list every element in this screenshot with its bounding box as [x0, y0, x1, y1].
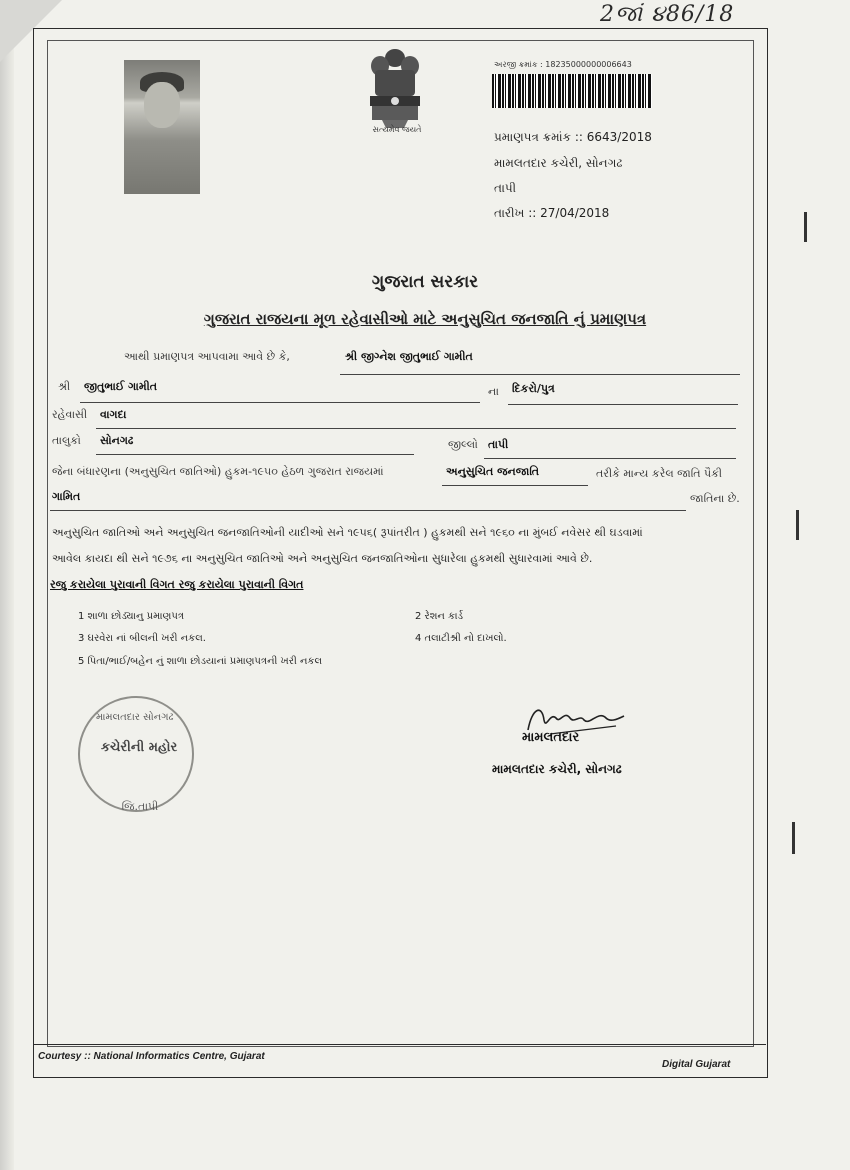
- certificate-date: 27/04/2018: [540, 206, 610, 220]
- order-text: જેના બંધારણના (અનુસુચિત જાતિઓ) હુકમ-૧૯૫૦ હેઠળ ગુજરાત રાજયમાં: [52, 465, 384, 478]
- certificate-heading-text: ગુજરાત રાજયના મૂળ રહેવાસીઓ માટે અનુસુચિત જનજાતિ નું પ્રમાણપત્ર: [203, 310, 647, 328]
- barcode-label: અરજી ક્રમાંક : 18235000000006643: [494, 60, 632, 69]
- holder-name: શ્રી જીગ્નેશ જીતુભાઈ ગામીત: [345, 350, 473, 363]
- government-title: ગુજરાત સરકાર: [371, 272, 479, 292]
- caste-suffix: જાતિના છે.: [690, 492, 740, 505]
- date-label: તારીખ: [494, 206, 525, 220]
- photo-face: [144, 82, 180, 128]
- father-name-line: [80, 402, 480, 403]
- signatory-designation: મામલતદાર: [522, 730, 580, 745]
- body-line-2: આવેલ કાયદા થી સને ૧૯૭૬ ના અનુસુચિત જાતિઓ અને અનુસુચિત જનજાતિઓના સુધારેલા હુકમથી સુધારવામાં આવે છે.: [52, 552, 593, 565]
- category-value: અનુસુચિત જનજાતિ: [446, 465, 540, 478]
- issuing-office: મામલતદાર કચેરી, સોનગઢ: [494, 156, 623, 170]
- emblem-caption: સત્યમેવ જયતે: [372, 125, 422, 134]
- father-name: જીતુભાઈ ગામીત: [84, 380, 158, 393]
- relation: દિકરો/પુત્ર: [512, 382, 555, 395]
- issuing-district: તાપી: [494, 181, 517, 195]
- date-sep: ::: [524, 206, 541, 220]
- seal-bottom-text: જિ.તાપી: [121, 800, 159, 813]
- scan-edge: [0, 0, 14, 1170]
- taluka-label: તાલુકો: [52, 434, 81, 447]
- certificate-number-sep: ::: [571, 130, 587, 144]
- caste-line: [50, 510, 686, 511]
- district-value: તાપી: [488, 438, 509, 451]
- certificate-number-label: પ્રમાણપત્ર ક્રમાંક: [494, 130, 572, 144]
- certificate-number-row: [494, 130, 652, 145]
- district-label: જીલ્લો: [448, 438, 478, 451]
- barcode: [492, 74, 652, 108]
- seal-top-text: મામલતદાર સોનગઢ: [96, 712, 174, 723]
- district-line: [484, 458, 736, 459]
- intro-text: આથી પ્રમાણપત્ર આપવામા આવે છે કે,: [124, 350, 290, 363]
- shri-prefix: શ્રી: [58, 380, 71, 393]
- certificate-heading: [0, 310, 850, 328]
- holder-name-line: [340, 374, 740, 375]
- na-word: ના: [488, 385, 499, 398]
- footer-courtesy: Courtesy :: National Informatics Centre, Gujarat: [38, 1051, 265, 1062]
- document-item-4: 4 તલાટીશ્રી નો દાખલો.: [415, 633, 507, 644]
- margin-mark-1: [804, 212, 807, 242]
- body-line-1: અનુસુચિત જાતિઓ અને અનુસુચિત જનજાતિઓની યાદીઓ સને ૧૯૫૬( રૂપાંતરીત ) હુકમથી સને ૧૯૬૦ ના મુંબઈ નવેસર થી ઘડવામાં: [52, 526, 643, 539]
- caste-value: ગામિત: [52, 490, 81, 503]
- applicant-photo: [124, 60, 200, 194]
- evidence-heading: રજુ કરાયેલા પુરાવાની વિગત રજુ કરાયેલા પુરાવાની વિગત: [50, 578, 304, 591]
- recognized-text: તરીકે માન્ય કરેલ જાતિ પૈકી: [596, 467, 723, 480]
- resident-label: રહેવાસી: [52, 408, 88, 421]
- relation-line: [508, 404, 738, 405]
- certificate-number: 6643/2018: [586, 130, 652, 144]
- category-line: [442, 485, 588, 486]
- signatory-office: મામલતદાર કચેરી, સોનગઢ: [492, 762, 622, 776]
- certificate-date-row: [494, 206, 609, 221]
- resident-value: વાગદા: [100, 408, 127, 421]
- document-item-1: 1 શાળા છોડ્યાનુ પ્રમાણપત્ર: [78, 611, 184, 622]
- document-item-2: 2 રેશન કાર્ડ: [415, 611, 464, 622]
- taluka-value: સોનગઢ: [100, 434, 134, 447]
- handwritten-note: 2જાં ૪86/18: [600, 2, 735, 27]
- seal-center-text: કચેરીની મહોર: [100, 740, 178, 755]
- document-item-5: 5 પિતા/ભાઈ/બહેન નું શાળા છોડયાનાં પ્રમાણપત્રની ખરી નકલ: [78, 656, 323, 667]
- taluka-line: [96, 454, 414, 455]
- resident-line: [96, 428, 736, 429]
- document-item-3: 3 ઘરવેરા નાં બીલની ખરી નકલ.: [78, 633, 206, 644]
- national-emblem-icon: [360, 44, 430, 132]
- footer-digital-gujarat: Digital Gujarat: [662, 1059, 731, 1070]
- margin-mark-3: [792, 822, 795, 854]
- footer-divider: [33, 1044, 766, 1045]
- margin-mark-2: [796, 510, 799, 540]
